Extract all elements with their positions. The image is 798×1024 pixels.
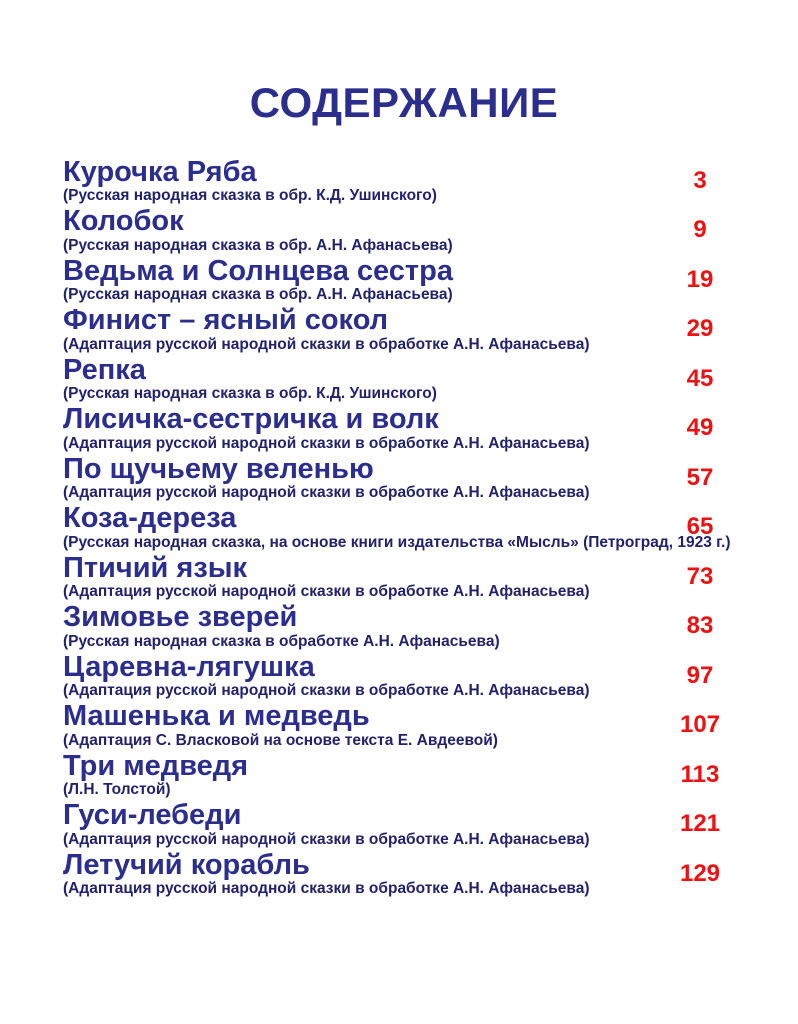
toc-entry-page-number: 121 xyxy=(679,810,721,838)
toc-entry-text xyxy=(63,206,655,253)
toc-entry-title: Царевна-лягушка xyxy=(63,650,315,683)
toc-entry-title: Гуси-лебеди xyxy=(63,799,242,832)
toc-entry-text xyxy=(63,256,655,303)
toc-entry-text xyxy=(63,850,655,897)
toc-entry-page-number: 57 xyxy=(686,463,714,491)
toc-entry-title: Зимовье зверей xyxy=(63,601,298,634)
toc-entry-text xyxy=(63,701,655,748)
toc-entry-page-number: 97 xyxy=(686,661,714,689)
toc-entry-text xyxy=(63,652,655,699)
toc-entry xyxy=(63,305,745,352)
toc-entry-title: Птичий язык xyxy=(63,551,248,584)
toc-entry-text xyxy=(63,355,655,402)
toc-entry-subtitle: (Русская народная сказка в обработке А.Н. Афанасьева) xyxy=(63,632,500,650)
toc-entry-subtitle: (Русская народная сказка в обр. К.Д. Ушинского) xyxy=(63,187,437,205)
toc-entry-page-number: 45 xyxy=(686,364,714,392)
toc-entry xyxy=(63,800,745,847)
toc-entry-subtitle: (Адаптация русской народной сказки в обработке А.Н. Афанасьева) xyxy=(63,484,590,502)
toc-entry-page-number: 19 xyxy=(686,265,714,293)
toc-entry-subtitle: (Адаптация русской народной сказки в обработке А.Н. Афанасьева) xyxy=(63,434,590,452)
toc-entry xyxy=(63,157,745,204)
toc-entry-text xyxy=(63,404,655,451)
toc-entry xyxy=(63,553,745,600)
toc-entry-page-number: 73 xyxy=(686,562,714,590)
toc-entry-text xyxy=(63,751,655,798)
toc-entry-text xyxy=(63,553,655,600)
toc-entry xyxy=(63,701,745,748)
toc-entry-page-number: 9 xyxy=(693,216,707,244)
toc-entry-subtitle: (Русская народная сказка в обр. А.Н. Афанасьева) xyxy=(63,236,453,254)
toc-entry-title: Летучий корабль xyxy=(63,848,310,881)
toc-entry-text xyxy=(63,602,655,649)
toc-entry xyxy=(63,850,745,897)
toc-entry xyxy=(63,256,745,303)
toc-entry-subtitle: (Адаптация русской народной сказки в обработке А.Н. Афанасьева) xyxy=(63,335,590,353)
toc-entry-title: Репка xyxy=(63,353,146,386)
toc-entry-title: Ведьма и Солнцева сестра xyxy=(63,254,453,287)
toc-entry-title: По щучьему веленью xyxy=(63,452,374,485)
toc-entry-page-number: 83 xyxy=(686,612,714,640)
toc-entry-title: Курочка Ряба xyxy=(63,156,257,188)
toc-entry xyxy=(63,602,745,649)
toc-entry-subtitle: (Л.Н. Толстой) xyxy=(63,781,171,799)
toc-entry xyxy=(63,454,745,501)
toc-entry-title: Лисичка-сестричка и волк xyxy=(63,403,439,436)
toc-entry-subtitle: (Адаптация русской народной сказки в обработке А.Н. Афанасьева) xyxy=(63,830,590,848)
toc-entry-subtitle: (Адаптация русской народной сказки в обработке А.Н. Афанасьева) xyxy=(63,880,590,898)
toc-entry-text xyxy=(63,157,655,204)
toc-entry xyxy=(63,503,745,550)
toc-entry-page-number: 107 xyxy=(679,711,721,739)
toc-entry-title: Коза-дереза xyxy=(63,502,237,535)
toc-entry xyxy=(63,652,745,699)
toc-entry-title: Колобок xyxy=(63,205,184,238)
toc-entry-subtitle: (Русская народная сказка, на основе книги издательства «Мысль» (Петроград, 1923 г.) xyxy=(63,533,731,551)
toc-entry-subtitle: (Адаптация русской народной сказки в обработке А.Н. Афанасьева) xyxy=(63,682,590,700)
toc-entry-text xyxy=(63,800,655,847)
toc-entry-title: Три медведя xyxy=(63,749,249,782)
toc-entry xyxy=(63,404,745,451)
page-title: СОДЕРЖАНИЕ xyxy=(249,79,559,126)
toc-entry-title: Машенька и медведь xyxy=(63,700,370,733)
toc-entry-title: Финист – ясный сокол xyxy=(63,304,389,337)
toc-entry-page-number: 65 xyxy=(686,513,714,541)
toc-list xyxy=(63,157,745,897)
toc-entry-subtitle: (Русская народная сказка в обр. А.Н. Афанасьева) xyxy=(63,286,453,304)
toc-entry-subtitle: (Адаптация русской народной сказки в обработке А.Н. Афанасьева) xyxy=(63,583,590,601)
toc-entry xyxy=(63,355,745,402)
toc-entry xyxy=(63,751,745,798)
toc-entry-subtitle: (Адаптация С. Власковой на основе текста Е. Авдеевой) xyxy=(63,731,498,749)
toc-entry xyxy=(63,206,745,253)
toc-entry-page-number: 3 xyxy=(693,166,707,194)
toc-entry-page-number: 49 xyxy=(686,414,714,442)
toc-entry-text xyxy=(63,305,655,352)
toc-entry-page-number: 29 xyxy=(686,315,714,343)
toc-entry-text xyxy=(63,454,655,501)
toc-entry-page-number: 113 xyxy=(680,760,720,788)
toc-entry-subtitle: (Русская народная сказка в обр. К.Д. Ушинского) xyxy=(63,385,437,403)
toc-entry-page-number: 129 xyxy=(679,859,721,887)
